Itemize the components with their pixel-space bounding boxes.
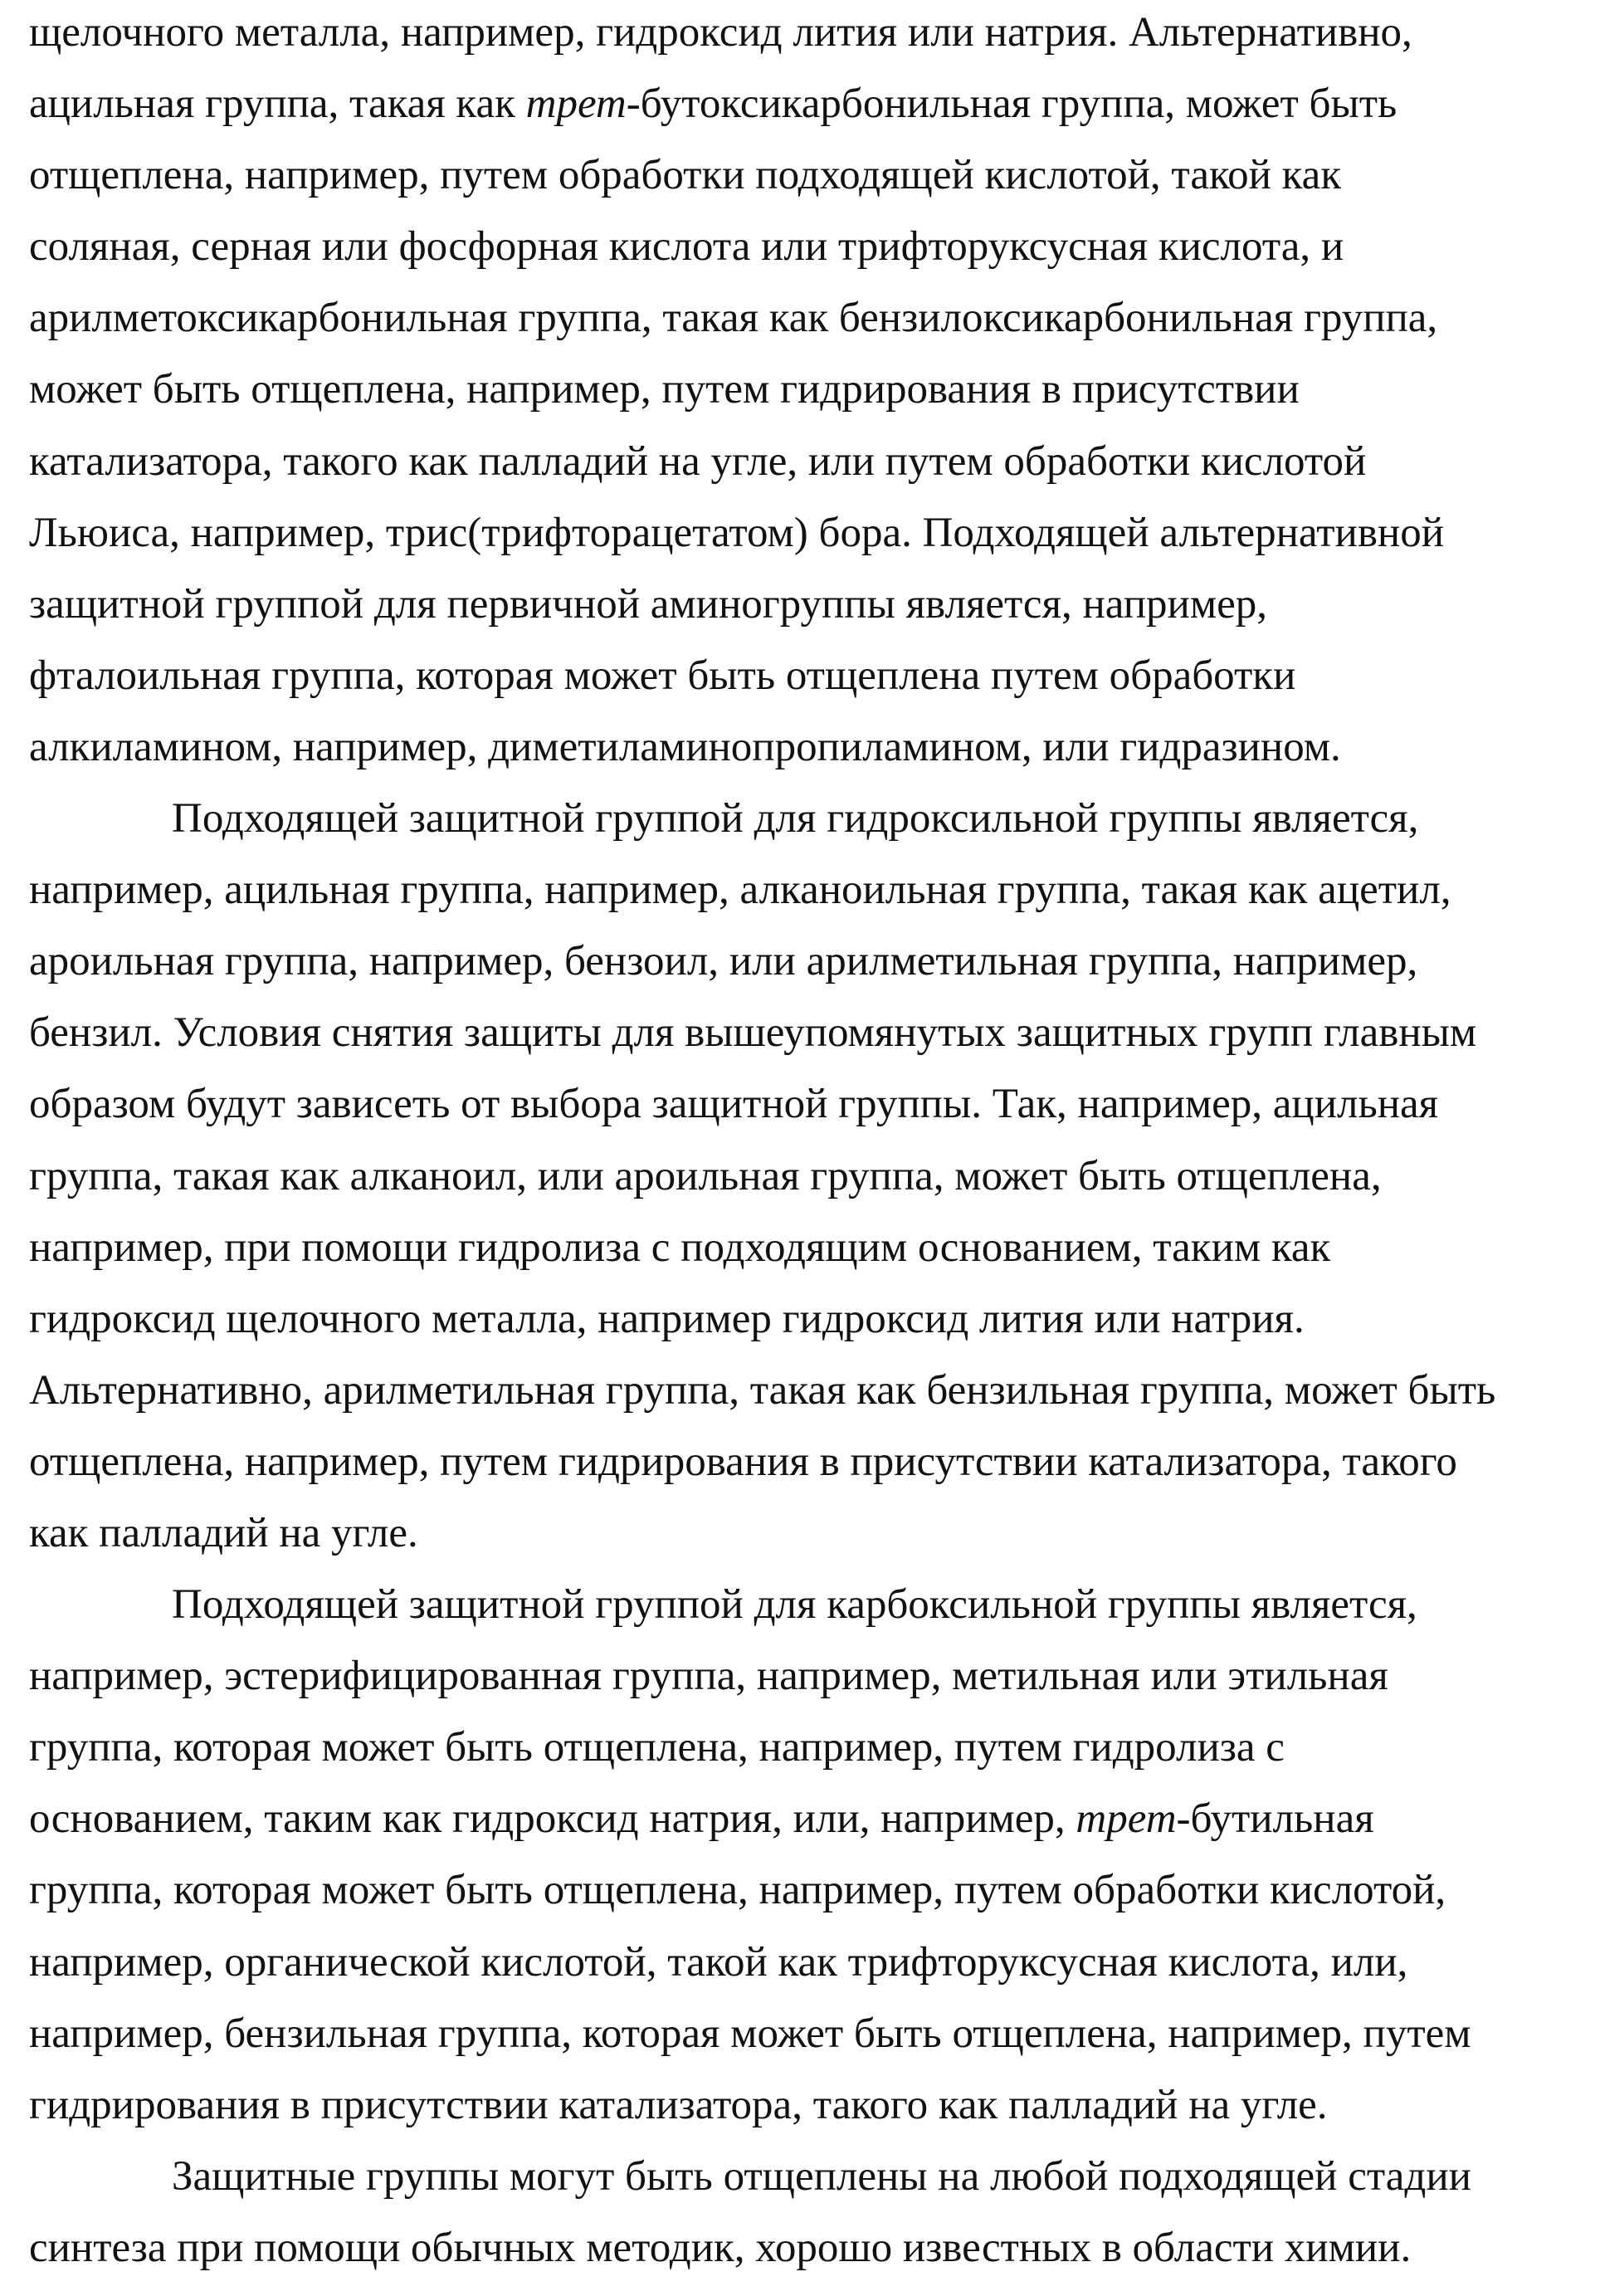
text-segment: как палладий на угле. bbox=[29, 1510, 418, 1556]
text-segment: Альтернативно, арилметильная группа, такая как бензильная группа, может быть bbox=[29, 1367, 1495, 1414]
text-line bbox=[29, 0, 1589, 68]
text-line bbox=[29, 569, 1589, 640]
text-line bbox=[29, 2069, 1589, 2141]
text-segment: группа, такая как алканоил, или ароильная группа, может быть отщеплена, bbox=[29, 1153, 1382, 1199]
text-line bbox=[29, 1283, 1589, 1355]
text-line bbox=[29, 1998, 1589, 2069]
text-segment: например, бензильная группа, которая может быть отщеплена, например, путем bbox=[29, 2010, 1471, 2057]
text-line bbox=[29, 926, 1589, 997]
text-line bbox=[29, 1497, 1589, 1569]
text-segment: например, ацильная группа, например, алканоильная группа, такая как ацетил, bbox=[29, 867, 1451, 913]
text-line bbox=[29, 1212, 1589, 1283]
text-line bbox=[29, 211, 1589, 282]
text-line bbox=[29, 139, 1589, 211]
document-body bbox=[29, 0, 1589, 2284]
text-segment: например, органической кислотой, такой как трифторуксусная кислота, или, bbox=[29, 1939, 1407, 1986]
text-line bbox=[29, 282, 1589, 354]
text-line bbox=[29, 1640, 1589, 1712]
text-segment: Подходящей защитной группой для гидроксильной группы является, bbox=[172, 795, 1418, 842]
text-line bbox=[29, 711, 1589, 783]
text-line bbox=[29, 640, 1589, 711]
text-segment: группа, которая может быть отщеплена, например, путем обработки кислотой, bbox=[29, 1867, 1446, 1913]
text-line bbox=[29, 426, 1589, 497]
text-line bbox=[29, 2212, 1589, 2284]
text-line bbox=[29, 1854, 1589, 1926]
text-segment: может быть отщеплена, например, путем гидрирования в присутствии bbox=[29, 366, 1300, 413]
text-segment: Льюиса, например, трис(трифторацетатом) бора. Подходящей альтернативной bbox=[29, 510, 1444, 556]
text-segment: ацильная группа, такая как bbox=[29, 81, 526, 127]
text-segment: отщеплена, например, путем гидрирования в присутствии катализатора, такого bbox=[29, 1439, 1457, 1485]
text-segment: катализатора, такого как палладий на угле, или путем обработки кислотой bbox=[29, 438, 1366, 485]
text-line bbox=[29, 997, 1589, 1068]
text-line bbox=[29, 2141, 1589, 2212]
text-segment: бензил. Условия снятия защиты для вышеупомянутых защитных групп главным bbox=[29, 1009, 1476, 1056]
italic-text: трет bbox=[1076, 1795, 1176, 1842]
text-line bbox=[29, 1426, 1589, 1497]
italic-text: трет bbox=[526, 81, 627, 127]
text-line bbox=[29, 1783, 1589, 1854]
text-segment: алкиламином, например, диметиламинопропиламином, или гидразином. bbox=[29, 724, 1341, 770]
text-line bbox=[29, 1068, 1589, 1140]
text-line bbox=[29, 68, 1589, 139]
text-segment: например, при помощи гидролиза с подходящим основанием, таким как bbox=[29, 1224, 1330, 1271]
text-line bbox=[29, 1712, 1589, 1783]
text-segment: синтеза при помощи обычных методик, хорошо известных в области химии. bbox=[29, 2225, 1411, 2271]
text-segment: основанием, таким как гидроксид натрия, или, например, bbox=[29, 1795, 1076, 1842]
text-segment: гидроксид щелочного металла, например гидроксид лития или натрия. bbox=[29, 1296, 1305, 1342]
text-segment: Подходящей защитной группой для карбоксильной группы является, bbox=[172, 1581, 1417, 1628]
text-segment: образом будут зависеть от выбора защитной группы. Так, например, ацильная bbox=[29, 1081, 1438, 1127]
text-segment: щелочного металла, например, гидроксид лития или натрия. Альтернативно, bbox=[29, 9, 1412, 56]
text-segment: гидрирования в присутствии катализатора, такого как палладий на угле. bbox=[29, 2082, 1328, 2128]
text-segment: -бутоксикарбонильная группа, может быть bbox=[627, 81, 1398, 127]
text-segment: группа, которая может быть отщеплена, например, путем гидролиза с bbox=[29, 1724, 1285, 1771]
text-segment: Защитные группы могут быть отщеплены на любой подходящей стадии bbox=[172, 2153, 1471, 2200]
text-segment: -бутильная bbox=[1177, 1795, 1374, 1842]
text-segment: фталоильная группа, которая может быть отщеплена путем обработки bbox=[29, 652, 1295, 699]
text-line bbox=[29, 1569, 1589, 1640]
text-segment: защитной группой для первичной аминогруппы является, например, bbox=[29, 581, 1267, 628]
text-line bbox=[29, 354, 1589, 425]
text-line bbox=[29, 1355, 1589, 1426]
text-line bbox=[29, 1927, 1589, 1998]
text-segment: отщеплена, например, путем обработки подходящей кислотой, такой как bbox=[29, 152, 1341, 198]
text-line bbox=[29, 854, 1589, 926]
text-line bbox=[29, 783, 1589, 854]
text-segment: например, эстерифицированная группа, например, метильная или этильная bbox=[29, 1653, 1388, 1699]
text-line bbox=[29, 1141, 1589, 1212]
text-segment: соляная, серная или фосфорная кислота или трифторуксусная кислота, и bbox=[29, 223, 1344, 270]
text-segment: арилметоксикарбонильная группа, такая как бензилоксикарбонильная группа, bbox=[29, 295, 1437, 341]
text-segment: ароильная группа, например, бензоил, или арилметильная группа, например, bbox=[29, 938, 1417, 984]
text-line bbox=[29, 497, 1589, 569]
